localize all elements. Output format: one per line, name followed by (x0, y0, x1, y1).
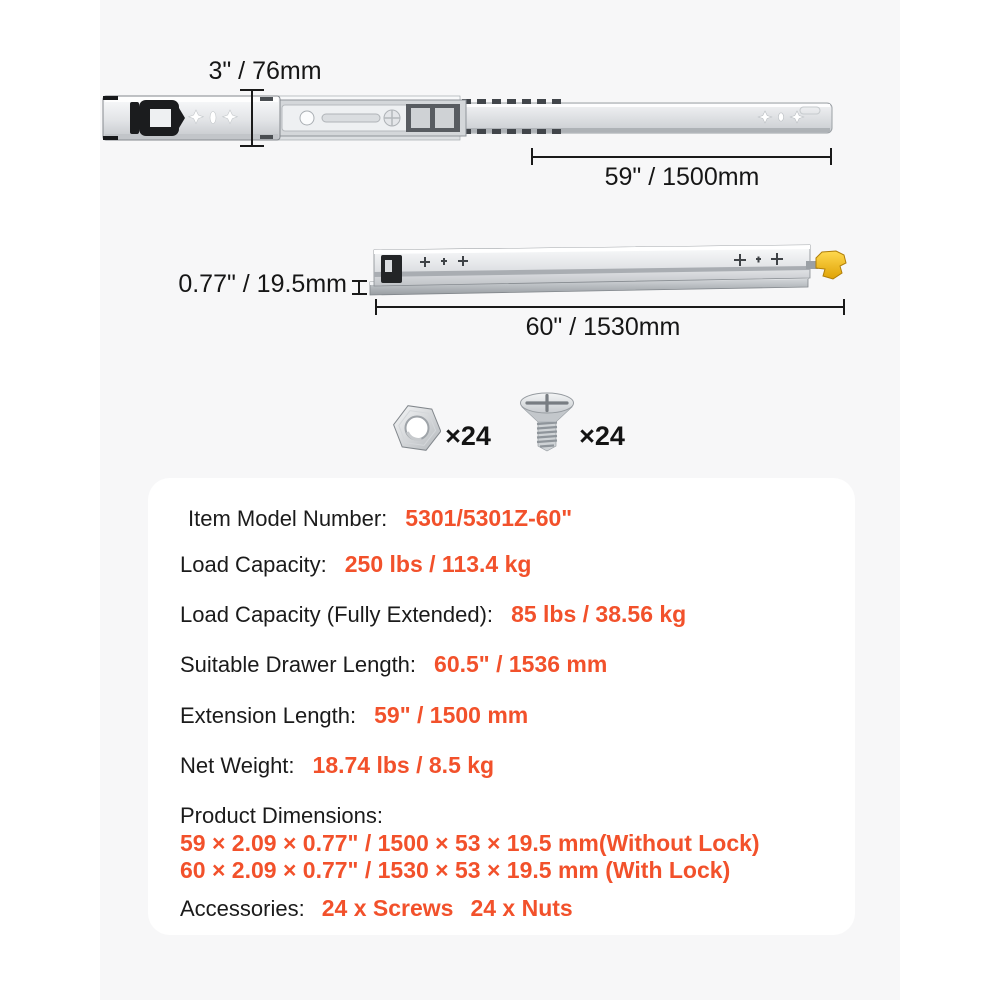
spec-label: Item Model Number: (188, 506, 388, 531)
product-dimensions-line-1: 59 × 2.09 × 0.77" / 1500 × 53 × 19.5 mm(Without Lock) (180, 830, 760, 856)
height-dimension-line (251, 90, 253, 147)
closed-slide-height-label: 0.77" / 19.5mm (178, 270, 347, 298)
spec-row-extension-length (180, 700, 528, 730)
spec-value: 250 lbs / 113.4 kg (344, 551, 532, 577)
spec-label: Extension Length: (180, 703, 357, 728)
specifications-panel (148, 478, 855, 935)
spec-row-net-weight (180, 750, 494, 780)
spec-label: Product Dimensions: (180, 803, 383, 828)
nut-count-label: ×24 (445, 421, 491, 451)
extended-slide-height-label: 3" / 76mm (208, 57, 322, 85)
drawer-front-bracket (130, 100, 185, 136)
yellow-lock-handle (816, 251, 846, 279)
extended-slide-length-label: 59" / 1500mm (604, 163, 760, 191)
spec-label: Load Capacity: (180, 552, 327, 577)
product-dimensions-line-2: 60 × 2.09 × 0.77" / 1530 × 53 × 19.5 mm (With Lock) (180, 857, 731, 883)
closed-drawer-slide-image (364, 240, 850, 302)
spec-label: Load Capacity (Fully Extended): (180, 602, 494, 627)
spec-label: Accessories: (180, 896, 305, 921)
spec-row-load-capacity-extended (180, 599, 686, 629)
spec-value: 85 lbs / 38.56 kg (511, 601, 687, 627)
length-dimension-line (531, 156, 832, 158)
length-dimension-tick-right (830, 148, 832, 165)
spec-row-accessories (180, 893, 573, 923)
rail-mounting-holes (758, 111, 803, 123)
spec-value: 18.74 lbs / 8.5 kg (312, 752, 495, 778)
length-dimension-tick-left (531, 148, 533, 165)
rail-mounting-holes (189, 110, 238, 124)
thickness-dimension-line (358, 280, 360, 295)
closed-length-tick-right (843, 299, 845, 315)
spec-row-product-dimensions (180, 801, 383, 831)
extended-drawer-slide-image (100, 88, 836, 158)
spec-label: Net Weight: (180, 753, 295, 778)
spec-row-drawer-length (180, 649, 607, 679)
closed-length-dimension-line (375, 306, 845, 308)
closed-slide-length-label: 60" / 1530mm (525, 313, 681, 341)
spec-row-model-number (188, 503, 572, 533)
slide-end-bracket (381, 255, 402, 283)
height-dimension-tick-bottom (240, 145, 264, 147)
spec-value: 5301/5301Z-60" (405, 505, 573, 531)
accessories-nuts: 24 x Nuts (470, 895, 573, 921)
height-dimension-tick-top (240, 89, 264, 91)
screw-count-label: ×24 (579, 421, 625, 451)
spec-row-load-capacity (180, 549, 531, 579)
spec-label: Suitable Drawer Length: (180, 652, 417, 677)
spec-value: 60.5" / 1536 mm (434, 651, 608, 677)
accessories-screws: 24 x Screws (321, 895, 454, 921)
spec-value: 59" / 1500 mm (374, 702, 529, 728)
closed-length-tick-left (375, 299, 377, 315)
